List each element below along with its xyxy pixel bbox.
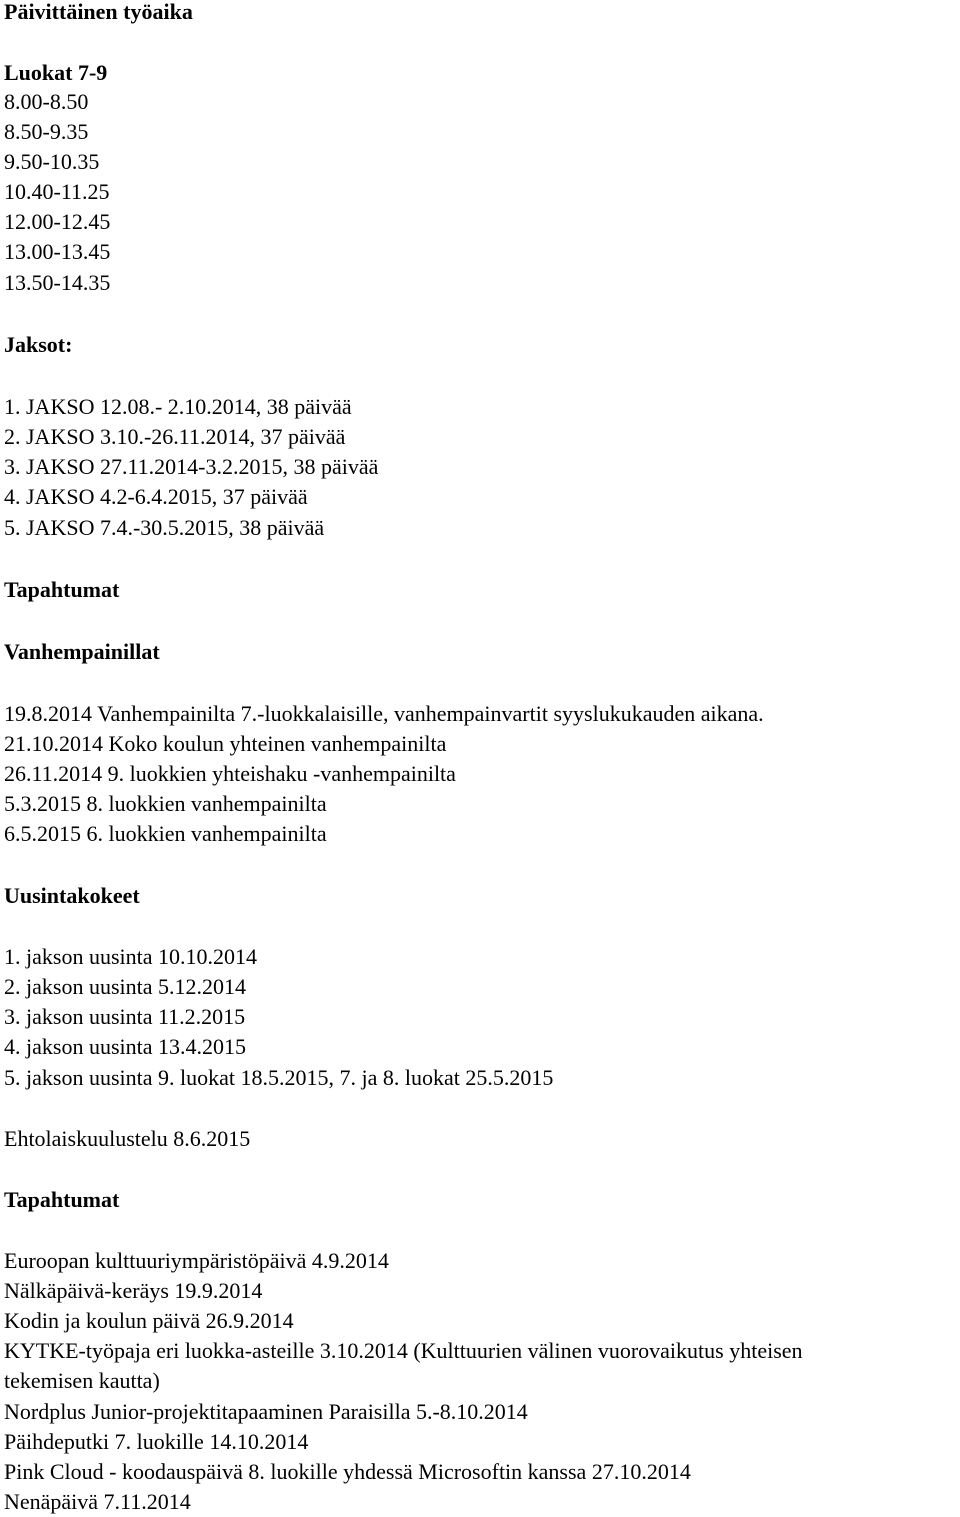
jakso-item: 2. JAKSO 3.10.-26.11.2014, 37 päivää xyxy=(4,424,346,449)
event-item: Nordplus Junior-projektitapaaminen Paraisilla 5.-8.10.2014 xyxy=(4,1399,528,1424)
event-item: Kodin ja koulun päivä 26.9.2014 xyxy=(4,1308,294,1333)
event-item: Pink Cloud - koodauspäivä 8. luokille yhdessä Microsoftin kanssa 27.10.2014 xyxy=(4,1459,691,1484)
vanhempainilta-item: 6.5.2015 6. luokkien vanhempainilta xyxy=(4,821,327,846)
tapahtumat-heading: Tapahtumat xyxy=(4,577,120,602)
jaksot-heading: Jaksot: xyxy=(4,332,73,357)
time-slot: 8.50-9.35 xyxy=(4,119,89,144)
jakso-item: 5. JAKSO 7.4.-30.5.2015, 38 päivää xyxy=(4,515,325,540)
vanhempainilta-item: 5.3.2015 8. luokkien vanhempainilta xyxy=(4,791,327,816)
luokat-heading: Luokat 7-9 xyxy=(4,60,108,85)
event-item: Päihdeputki 7. luokille 14.10.2014 xyxy=(4,1429,309,1454)
uusinta-item: 4. jakson uusinta 13.4.2015 xyxy=(4,1034,246,1059)
time-slot: 9.50-10.35 xyxy=(4,149,100,174)
uusinta-item: 3. jakson uusinta 11.2.2015 xyxy=(4,1004,246,1029)
uusintakokeet-heading: Uusintakokeet xyxy=(4,883,140,908)
ehtolaiskuulustelu: Ehtolaiskuulustelu 8.6.2015 xyxy=(4,1126,251,1151)
page-title: Päivittäinen työaika xyxy=(4,0,193,24)
vanhempainilta-item: 26.11.2014 9. luokkien yhteishaku -vanhempainilta xyxy=(4,761,456,786)
jakso-item: 4. JAKSO 4.2-6.4.2015, 37 päivää xyxy=(4,484,308,509)
jakso-item: 1. JAKSO 12.08.- 2.10.2014, 38 päivää xyxy=(4,394,352,419)
time-slot: 12.00-12.45 xyxy=(4,209,111,234)
tapahtumat-heading: Tapahtumat xyxy=(4,1187,120,1212)
vanhempainilta-item: 21.10.2014 Koko koulun yhteinen vanhempainilta xyxy=(4,731,447,756)
uusinta-item: 1. jakson uusinta 10.10.2014 xyxy=(4,944,257,969)
vanhempainillat-heading: Vanhempainillat xyxy=(4,639,160,664)
vanhempainilta-item: 19.8.2014 Vanhempainilta 7.-luokkalaisille, vanhempainvartit syyslukukauden aikana. xyxy=(4,701,764,726)
uusinta-item: 2. jakson uusinta 5.12.2014 xyxy=(4,974,246,999)
event-item: Nenäpäivä 7.11.2014 xyxy=(4,1489,191,1514)
time-slot: 8.00-8.50 xyxy=(4,89,89,114)
jakso-item: 3. JAKSO 27.11.2014-3.2.2015, 38 päivää xyxy=(4,454,379,479)
time-slot: 10.40-11.25 xyxy=(4,179,110,204)
event-item: tekemisen kautta) xyxy=(4,1368,160,1393)
uusinta-item: 5. jakson uusinta 9. luokat 18.5.2015, 7. ja 8. luokat 25.5.2015 xyxy=(4,1065,554,1090)
time-slot: 13.50-14.35 xyxy=(4,270,111,295)
event-item: Nälkäpäivä-keräys 19.9.2014 xyxy=(4,1278,263,1303)
time-slot: 13.00-13.45 xyxy=(4,239,111,264)
event-item: Euroopan kulttuuriympäristöpäivä 4.9.2014 xyxy=(4,1248,389,1273)
event-item: KYTKE-työpaja eri luokka-asteille 3.10.2014 (Kulttuurien välinen vuorovaikutus yhteisen xyxy=(4,1338,803,1363)
